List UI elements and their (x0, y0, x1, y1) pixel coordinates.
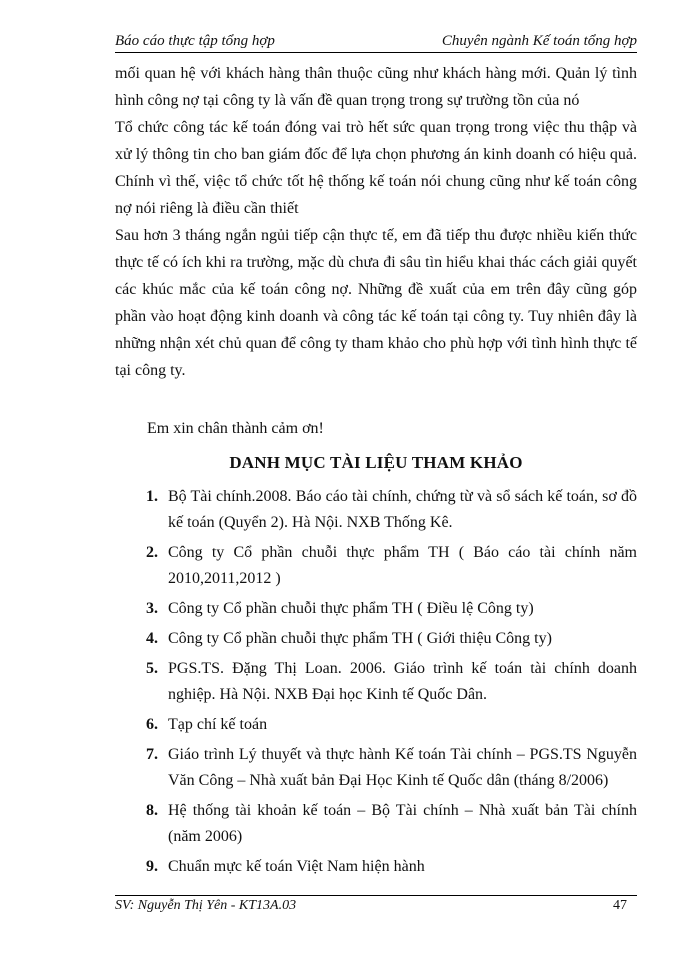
reference-number: 2. (146, 544, 158, 561)
reference-text: Hệ thống tài khoản kế toán – Bộ Tài chính – Nhà xuất bản Tài chính (năm 2006) (168, 802, 637, 845)
reference-item (140, 540, 637, 592)
paragraph-1: mối quan hệ với khách hàng thân thuộc cũng như khách hàng mới. Quản lý tình hình công nợ tại công ty là vấn đề quan trọng trong sự trường tồn của nó (115, 65, 637, 109)
reference-number: 8. (146, 802, 158, 819)
reference-item (140, 712, 637, 738)
header-left-title: Báo cáo thực tập tổng hợp (115, 33, 275, 49)
paragraph-2: Tổ chức công tác kế toán đóng vai trò hết sức quan trọng trong việc thu thập và xử lý thông tin cho ban giám đốc để lựa chọn phương án kinh doanh có hiệu quả. Chính vì thế, việc tổ chức tốt hệ thống kế toán nói chung cũng như kế toán công nợ nói riêng là điều cần thiết (115, 119, 637, 217)
reference-text: Công ty Cổ phần chuỗi thực phẩm TH ( Giới thiệu Công ty) (168, 630, 552, 647)
references-list (140, 484, 637, 884)
reference-text: Chuẩn mực kế toán Việt Nam hiện hành (168, 858, 425, 875)
footer-divider (115, 895, 637, 896)
header-divider (115, 52, 637, 53)
footer-author: SV: Nguyễn Thị Yên - KT13A.03 (115, 898, 297, 913)
reference-number: 3. (146, 600, 158, 617)
header-right-title: Chuyên ngành Kế toán tổng hợp (441, 33, 637, 49)
paragraph-3: Sau hơn 3 tháng ngắn ngủi tiếp cận thực tế, em đã tiếp thu được nhiều kiến thức thực tế có ích khi ra trường, mặc dù chưa đi sâu tìn hiểu khai thác cách giải quyết các khúc mắc của kế toán công nợ. Những đề xuất của em trên đây cũng góp phần vào hoạt động kinh doanh và công tác kế toán tại công ty. Tuy nhiên đây là những nhận xét chủ quan để công ty tham khảo cho phù hợp với tình hình thực tế tại công ty. (115, 227, 637, 379)
reference-number: 5. (146, 660, 158, 677)
reference-number: 4. (146, 630, 158, 647)
page-header (115, 30, 637, 50)
closing-thanks: Em xin chân thành cảm ơn! (147, 420, 324, 437)
reference-item (140, 484, 637, 536)
reference-item (140, 626, 637, 652)
reference-text: Giáo trình Lý thuyết và thực hành Kế toán Tài chính – PGS.TS Nguyễn Văn Công – Nhà xuất bản Đại Học Kinh tế Quốc dân (tháng 8/2006) (168, 746, 637, 789)
reference-item (140, 854, 637, 880)
reference-item (140, 798, 637, 850)
page-footer (115, 898, 637, 914)
reference-text: Công ty Cổ phần chuỗi thực phẩm TH ( Báo cáo tài chính năm 2010,2011,2012 ) (168, 544, 637, 587)
reference-item (140, 656, 637, 708)
reference-item (140, 742, 637, 794)
reference-number: 1. (146, 488, 158, 505)
reference-text: Bộ Tài chính.2008. Báo cáo tài chính, chứng từ và sổ sách kế toán, sơ đồ kế toán (Quyển 2). Hà Nội. NXB Thống Kê. (168, 488, 637, 531)
reference-number: 7. (146, 746, 158, 763)
reference-text: PGS.TS. Đặng Thị Loan. 2006. Giáo trình kế toán tài chính doanh nghiệp. Hà Nội. NXB Đại học Kinh tế Quốc Dân. (168, 660, 637, 703)
reference-number: 6. (146, 716, 158, 733)
page-number: 47 (613, 898, 627, 913)
reference-text: Tạp chí kế toán (168, 716, 268, 733)
reference-text: Công ty Cổ phần chuỗi thực phẩm TH ( Điều lệ Công ty) (168, 600, 534, 617)
reference-item (140, 596, 637, 622)
body-text (115, 60, 637, 384)
references-title: DANH MỤC TÀI LIỆU THAM KHẢO (229, 453, 523, 472)
reference-number: 9. (146, 858, 158, 875)
